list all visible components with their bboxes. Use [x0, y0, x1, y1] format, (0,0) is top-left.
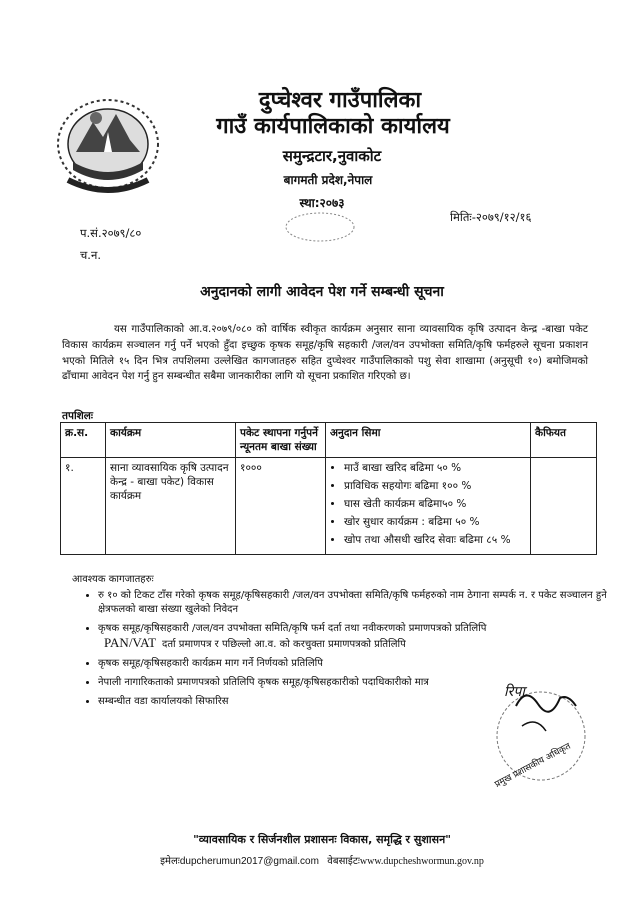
- grant-item: • माउँ बाखा खरिद बढिमा ५० %: [344, 461, 526, 475]
- header-min-goats: पकेट स्थापना गर्नुपर्ने न्यूनतम बाखा संख्या: [236, 423, 326, 458]
- footer-web-label: वेबसाईटः: [327, 856, 360, 867]
- table-header-row: [61, 423, 597, 458]
- pan-vat-label: PAN/VAT: [104, 635, 157, 650]
- signature-block: [486, 676, 596, 791]
- footer-email: इमेलःdupcherumun2017@gmail.com: [160, 856, 319, 867]
- header-sn: क्र.स.: [61, 423, 106, 458]
- address: समुन्द्रटार,नुवाकोट: [282, 147, 382, 165]
- grant-item: • खोर सुधार कार्यक्रम : बढिमा ५० %: [344, 515, 526, 529]
- cell-min-goats: १०००: [236, 458, 326, 555]
- province: बागमती प्रदेश,नेपाल: [283, 173, 373, 187]
- footer-website: www.dupcheshwormun.gov.np: [359, 856, 484, 867]
- signer-name: रिपा: [504, 684, 525, 700]
- grant-item: • घास खेती कार्यक्रम बढिमा५० %: [344, 497, 526, 511]
- table-row: [61, 458, 597, 555]
- document-item: • नेपाली नागारिकताको प्रमाणपत्रको प्रतिलिपि कृषक समूह/कृषिसहकारीको पदाधिकारीको मात्र: [98, 676, 612, 690]
- notice-title: अनुदानको लागी आवेदन पेश गर्ने सम्बन्धी सूचना: [200, 284, 444, 300]
- grant-item: • प्राविधिक सहयोगः बढिमा १०० %: [344, 479, 526, 493]
- notice-body: यस गाउँपालिकाको आ.व.२०७९/०८० को वार्षिक स्वीकृत कार्यक्रम अनुसार साना व्यावसायिक कृषि उत्पादन केन्द्र -बाखा पकेट विकास कार्यक्रम सञ्चालन गर्नु पर्ने भएको हुँदा इच्छुक कृषक समूह/कृषि सहकारी /जल/वन उपभोक्ता समिति/कृषि फर्महरुले सूचना प्रकाशन भएको मितिले १५ दिन भित्र तपशिलमा उल्लेखित कागजातहरु सहित दुप्चेश्वर गाउँपालिकाको पशु सेवा शाखामा (अनुसूची १०) बमोजिमको ढाँचामा आवेदन पेश गर्नु हुन सम्बन्धीत सबैमा जानकारीका लागि यो सूचना प्रकाशित गरिएको छ।: [62, 324, 588, 383]
- cell-program: साना व्यावसायिक कृषि उत्पादन केन्द्र - बाखा पकेट) विकास कार्यक्रम: [106, 458, 236, 555]
- reference-number: प.सं.२०७९/८०: [80, 226, 142, 240]
- document-item: • रु १० को टिकट टाँस गरेको कृषक समूह/कृषिसहकारी /जल/वन उपभोक्ता समिति/कृषि फर्महरुको नाम ठेगाना सम्पर्क न. र पकेट सञ्चालन हुने क्षेत्रफलको बाखा संख्या खुलेको निवेदन: [98, 589, 612, 617]
- cell-sn: १.: [61, 458, 106, 555]
- grant-table: [60, 422, 597, 555]
- footer-slogan: "व्यावसायिक र सिर्जनशील प्रशासनः विकास, समृद्धि र सुशासन": [193, 833, 451, 846]
- office-name: गाउँ कार्यपालिकाको कार्यालय: [216, 114, 450, 139]
- established: स्था:२०७३: [299, 196, 345, 210]
- grant-item: • खोप तथा औसधी खरिद सेवाः बढिमा ८५ %: [344, 533, 526, 547]
- office-stamp: [282, 210, 358, 244]
- document-item: [98, 636, 612, 652]
- notice-date: मितिः-२०७९/१२/१६: [450, 210, 532, 224]
- documents-heading: आवश्यक कागजातहरुः: [72, 574, 154, 585]
- dispatch-number: च.न.: [80, 248, 101, 262]
- government-emblem: [48, 92, 168, 202]
- document-item: • कृषक समूह/कृषिसहकारी कार्यक्रम माग गर्ने निर्णयको प्रतिलिपि: [98, 657, 612, 671]
- document-item: • सम्बन्धीत वडा कार्यालयको सिफारिस: [98, 695, 612, 709]
- header-program: कार्यक्रम: [106, 423, 236, 458]
- document-item-text: दर्ता प्रमाणपत्र र पछिल्लो आ.व. को करचुक्ता प्रमाणपत्रको प्रतिलिपि: [162, 639, 406, 650]
- org-name: दुप्चेश्वर गाउँपालिका: [258, 88, 422, 113]
- cell-remarks: [531, 458, 597, 555]
- footer-contact: [0, 853, 644, 867]
- header-remarks: कैफियत: [531, 423, 597, 458]
- document-item: • कृषक समूह/कृषिसहकारी /जल/वन उपभोक्ता समिति/कृषि फर्म दर्ता तथा नवीकरणको प्रमाणपत्रको प्रतिलिपि: [98, 622, 612, 636]
- table-caption: तपशिलः: [62, 410, 94, 422]
- header-grant-limit: अनुदान सिमा: [326, 423, 531, 458]
- cell-grants: [326, 458, 531, 555]
- signer-title: प्रमुख प्रशासकीय अधिकृत: [493, 741, 573, 791]
